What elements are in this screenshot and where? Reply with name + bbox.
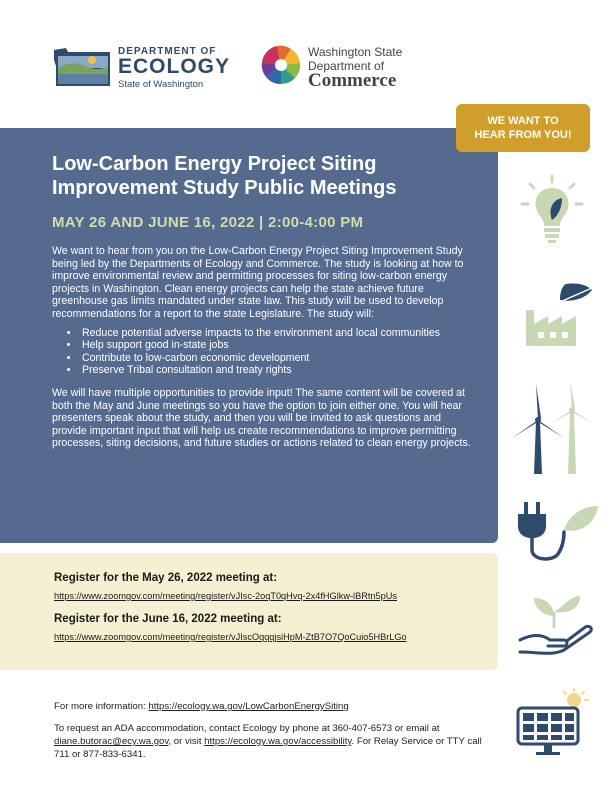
title-line-2: Improvement Study Public Meetings (52, 177, 397, 199)
footer-info (54, 700, 484, 761)
lightbulb-leaf-icon (508, 174, 602, 246)
ecology-state-line: State of Washington (118, 79, 204, 90)
list-item: • Help support good in-state jobs (80, 339, 472, 352)
title-line-1: Low-Carbon Energy Project Siting (52, 153, 377, 175)
commerce-dept-line: Department of (308, 59, 385, 73)
header-logos (52, 38, 432, 98)
ada-email-link[interactable]: diane.butorac@ecy.wa.gov (54, 736, 169, 747)
intro-paragraph: We want to hear from you on the Low-Carbon Energy Project Siting Improvement Study being led by the Departments of Ecology and Commerce. The study is looking at how to improve environmental review and permitting processes for siting low-carbon energy projects in Washington. Clean energy projects can help the state achieve future greenhouse gas limits mandated under state law. This study will be used to develop recommendations for a report to the state Legislature. The study will: (52, 245, 464, 320)
page-title (52, 152, 472, 200)
badge-line-2: HEAR FROM YOU! (474, 129, 572, 141)
more-info-line (54, 700, 484, 713)
commerce-name-line: Commerce (308, 70, 397, 91)
commerce-state-line: Washington State (308, 45, 403, 59)
meeting-dates: MAY 26 AND JUNE 16, 2022 | 2:00-4:00 PM (52, 214, 364, 231)
meetings-paragraph: We will have multiple opportunities to provide input! The same content will be covered at both the May and June meetings so you have the option to join either one. You will hear presenters speak about the study, and then you will be invited to ask questions and provide important input that will help us create recommendations to improve permitting processes, siting decisions, and future studies or actions related to clean energy projects. (52, 386, 471, 450)
more-info-link[interactable]: https://ecology.wa.gov/LowCarbonEnergySiting (148, 701, 349, 712)
list-item: • Reduce potential adverse impacts to the environment and local communities (80, 327, 472, 340)
registration-panel (0, 553, 498, 670)
ecology-name-line: ECOLOGY (118, 55, 231, 78)
hear-from-you-badge (456, 104, 590, 152)
ada-text-part-1: To request an ADA accommodation, contact Ecology by phone at 360-407-6573 or email at (54, 723, 440, 734)
ecology-dept-line: DEPARTMENT OF (118, 46, 217, 57)
accessibility-link[interactable]: https://ecology.wa.gov/accessibility (204, 736, 352, 747)
main-info-panel (0, 128, 498, 543)
ecology-logo (52, 44, 231, 94)
commerce-logo-icon (260, 44, 302, 86)
june-register-link[interactable]: https://www.zoomgov.com/meeting/register/vJIscOqqqjsiHpM-ZtB7O7QoCuio5HBrLGo (54, 632, 407, 642)
plug-leaf-icon (508, 500, 602, 564)
study-goals-list (80, 327, 472, 377)
badge-line-1: WE WANT TO (487, 115, 559, 127)
ada-text-part-3: . For Relay Service or TTY call 711 or 877-833-6341. (54, 736, 482, 760)
wind-turbine-icon (508, 380, 602, 476)
ecology-logo-icon (52, 46, 112, 88)
hand-plant-icon (508, 588, 602, 660)
ada-text-part-2: , or visit (168, 736, 205, 747)
list-item: • Contribute to low-carbon economic development (80, 352, 472, 365)
ada-accommodation-text (54, 722, 484, 761)
factory-leaf-icon (508, 280, 602, 350)
list-item: • Preserve Tribal consultation and treaty rights (80, 364, 472, 377)
commerce-logo (260, 42, 430, 94)
june-register-heading: Register for the June 16, 2022 meeting at: (54, 613, 282, 625)
may-register-heading: Register for the May 26, 2022 meeting at: (54, 572, 278, 584)
more-info-prefix: For more information: (54, 701, 149, 712)
solar-panel-icon (508, 688, 602, 758)
may-register-link[interactable]: https://www.zoomgov.com/meeting/register/vJIsc-2oqT0qHvq-2x4fHGlkw-lBRtn5pUs (54, 591, 397, 601)
